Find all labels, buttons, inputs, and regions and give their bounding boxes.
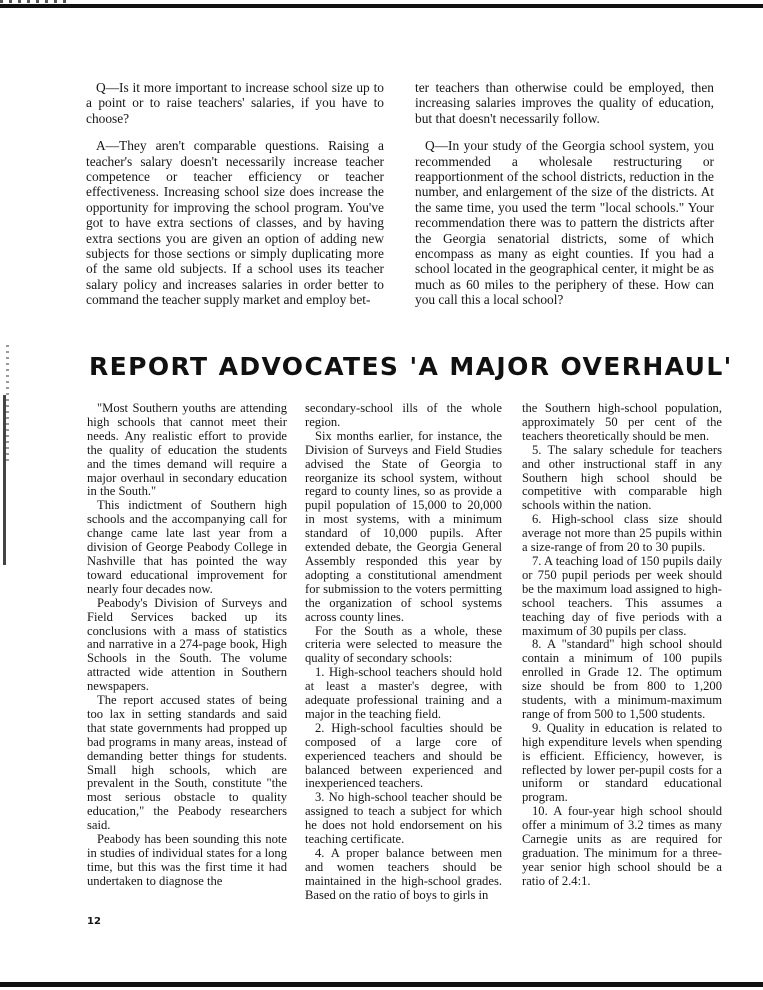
- article-paragraph: This indictment of Southern high schools and the accompanying call for change came late last year from a division of George Peabody College in Nashville that has pointed the way toward educational improvement for nearly four decades now.: [87, 498, 287, 596]
- article-column-1: [87, 402, 287, 889]
- article-paragraph: Peabody's Division of Surveys and Field Services backed up its conclusions with a mass of statistics and narrative in a 274-page book, High Schools in the South. The volume attracted wide attention in Southern newspapers.: [87, 595, 287, 694]
- article-column-2: [305, 402, 502, 903]
- criteria-item: 7. A teaching load of 150 pupils daily or 750 pupil periods per week should be the maximum load assigned to high-school teachers. This assumes a teaching day of five periods with a maximum of 30 pupils per class.: [522, 553, 722, 638]
- criteria-item: 3. No high-school teacher should be assigned to teach a subject for which he does not hold endorsement on his teaching certificate.: [305, 790, 502, 847]
- article-paragraph: The report accused states of being too lax in setting standards and said that state governments had propped up bad programs in many areas, instead of demanding better things for students. Small high schools, which are prevalent in the South, constitute "the most serious obstacle to quality education," the Peabody researchers said.: [87, 693, 287, 833]
- question-school-size: Q—Is it more important to increase school size up to a point or to raise teachers' salaries, if you have to choose?: [86, 80, 384, 126]
- article-paragraph: the Southern high-school population, approximately 50 per cent of the teachers theoretically should be men.: [522, 401, 722, 443]
- question-local-schools: Q—In your study of the Georgia school system, you recommended a wholesale restructuring or reapportionment of the school districts, reduction in the number, and enlargement of the size of the districts. At the same time, you used the term "local schools." Your recommendation there was to pattern the districts after the Georgia senatorial districts, some of which encompass as many as eight counties. If you had a school located in the geographical center, it might be as much as 60 miles to the periphery of these. How can you call this a local school?: [415, 138, 714, 308]
- criteria-item: 9. Quality in education is related to high expenditure levels when spending is efficient. Efficiency, however, is reflected by lower per-pupil costs for a uniform or standard educational program.: [522, 720, 722, 805]
- scan-margin-bar: [3, 395, 6, 565]
- article-paragraph: "Most Southern youths are attending high schools that cannot meet their needs. Any realistic effort to provide the quality of education the students and the times demand will require a major overhaul in secondary education in the South.": [87, 401, 287, 499]
- page-number: 12: [87, 916, 101, 927]
- article-paragraph: Peabody has been sounding this note in studies of individual states for a long time, but this was the first time it had undertaken to diagnose the: [87, 832, 287, 888]
- criteria-item: 6. High-school class size should average not more than 25 pupils within a size-range of from 20 to 30 pupils.: [522, 512, 722, 555]
- article-paragraph: Six months earlier, for instance, the Division of Surveys and Field Studies advised the State of Georgia to reorganize its school system, without regard to county lines, so as provide a pupil population of 15,000 to 20,000 in most systems, with a minimum standard of 10,000 pupils. After extended debate, the Georgia General Assembly responded this year by adopting a constitutional amendment for submission to the voters permitting the organization of school systems across county lines.: [305, 428, 502, 624]
- bottom-rule: [0, 982, 763, 987]
- scan-margin-specks: [6, 345, 9, 465]
- top-rule: [0, 4, 763, 8]
- qa-right-column: [415, 80, 714, 320]
- criteria-item: 5. The salary schedule for teachers and other instructional staff in any Southern high school should be competitive with comparable high schools within the nation.: [522, 442, 722, 513]
- criteria-item: 1. High-school teachers should hold at least a master's degree, with adequate professional training and a major in the teaching field.: [305, 665, 502, 721]
- criteria-item: 4. A proper balance between men and women teachers should be maintained in the high-school grades. Based on the ratio of boys to girls in: [305, 846, 502, 902]
- article-paragraph: For the South as a whole, these criteria were selected to measure the quality of secondary schools:: [305, 623, 502, 666]
- top-dotted-rule: [0, 0, 70, 3]
- article-headline: REPORT ADVOCATES 'A MAJOR OVERHAUL': [89, 352, 733, 381]
- article-column-3: [522, 402, 722, 889]
- answer-continuation: ter teachers than otherwise could be employed, then increasing salaries improves the quality of education, but that doesn't necessarily follow.: [415, 80, 714, 126]
- criteria-item: 2. High-school faculties should be composed of a large core of experienced teachers and should be balanced between experienced and inexperienced teachers.: [305, 720, 502, 791]
- criteria-item: 8. A "standard" high school should contain a minimum of 100 pupils enrolled in Grade 12. The optimum size should be from 800 to 1,200 students, with a minimum-maximum range of from 500 to 1,500 students.: [522, 637, 722, 721]
- qa-left-column: [86, 80, 384, 320]
- answer-school-size: A—They aren't comparable questions. Raising a teacher's salary doesn't necessarily increase teacher competence or teacher efficiency or teacher effectiveness. Increasing school size does increase the opportunity for improving the school program. You've got to have extra sections of classes, and by having extra sections you are given an option of adding new subjects for those sections or simply duplicating more of the same old subjects. If a school uses its teacher salary policy and increases salaries in order better to command the teacher supply market and employ bet-: [86, 138, 384, 308]
- criteria-item: 10. A four-year high school should offer a minimum of 3.2 times as many Carnegie units as are required for graduation. The minimum for a three-year senior high school should be a ratio of 2.4:1.: [522, 804, 722, 888]
- article-paragraph: secondary-school ills of the whole region.: [305, 401, 502, 429]
